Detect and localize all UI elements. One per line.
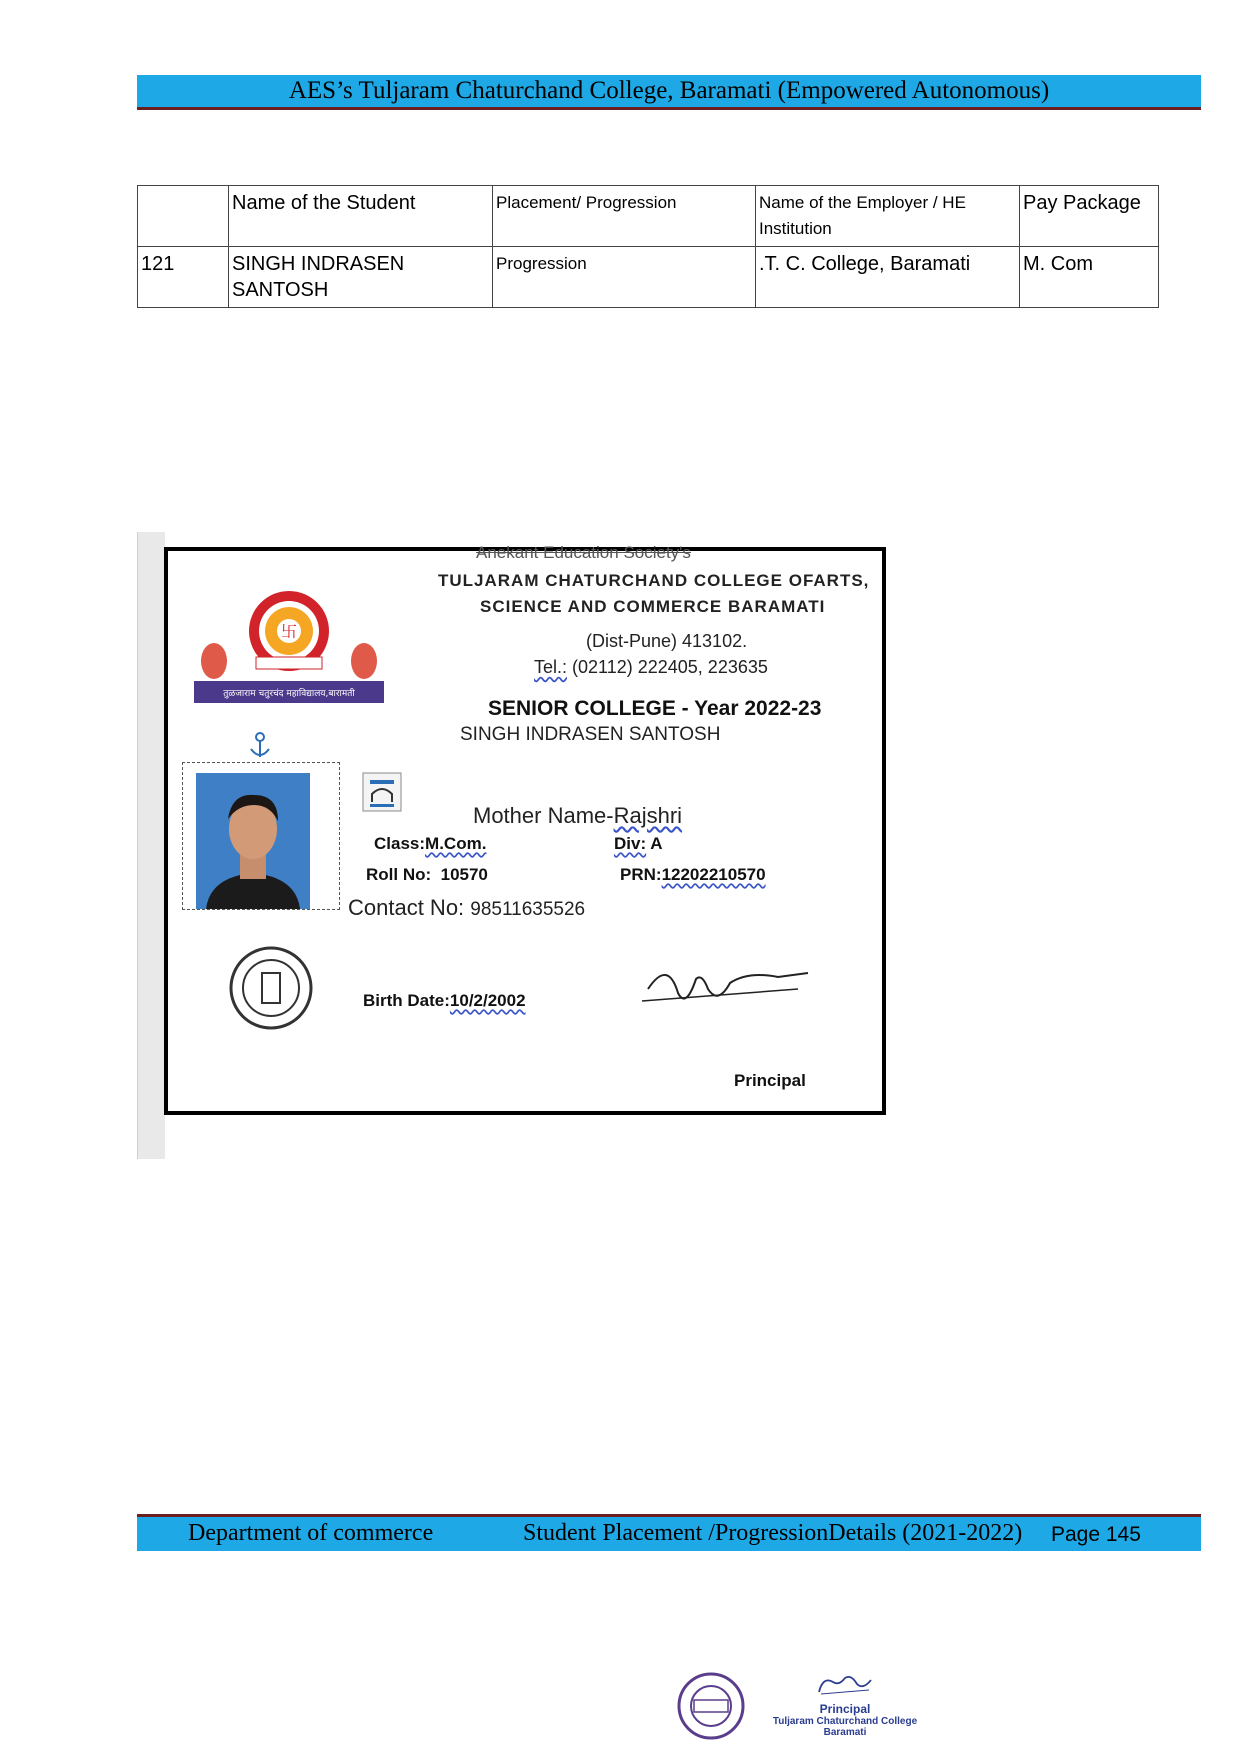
column-header-sr: [138, 186, 229, 247]
column-header-placement: Placement/ Progression: [493, 186, 756, 247]
principal-college: Tuljaram Chaturchand College: [772, 1716, 918, 1727]
cell-sr-no: 121: [138, 247, 229, 308]
cell-pay-package: M. Com: [1020, 247, 1159, 308]
college-name-line2: SCIENCE AND COMMERCE BARAMATI: [480, 597, 826, 616]
svg-text:卐: 卐: [280, 622, 298, 641]
anchor-icon: [248, 731, 272, 761]
principal-signature-scrawl: [770, 1672, 920, 1702]
card-student-name: SINGH INDRASEN SANTOSH: [460, 724, 721, 745]
society-name: Anekant Education Society's: [476, 543, 691, 562]
card-principal-label: Principal: [734, 1071, 806, 1090]
column-header-student-name: Name of the Student: [229, 186, 493, 247]
footer-page-number: Page 145: [1051, 1523, 1141, 1546]
column-header-employer: Name of the Employer / HE Institution: [756, 186, 1020, 247]
card-division: Div: A: [614, 834, 663, 853]
signature-scrawl-icon: [815, 1672, 875, 1698]
college-stamp: [226, 943, 316, 1033]
id-card-image: [137, 532, 882, 1159]
student-photo: [196, 773, 310, 909]
cell-employer: .T. C. College, Baramati: [756, 247, 1020, 308]
table-header-row: [138, 186, 1159, 247]
page-header-band: [137, 75, 1201, 110]
principal-signature-block: [770, 1672, 920, 1750]
college-name-line1: TULJARAM CHATURCHAND COLLEGE OFARTS,: [438, 571, 870, 590]
college-seal-stamp: [676, 1671, 746, 1741]
layout-options-icon[interactable]: [362, 772, 402, 812]
principal-signature: [638, 949, 818, 1019]
svg-text:तुळजाराम चतुरचंद महाविद्यालय,ब: तुळजाराम चतुरचंद महाविद्यालय,बारामती: [223, 689, 355, 699]
cell-placement: Progression: [493, 247, 756, 308]
college-logo: [194, 587, 384, 707]
card-mother-name: Mother Name-Rajshri: [473, 803, 683, 828]
placement-table: [137, 185, 1159, 308]
column-header-pay-package: Pay Package: [1020, 186, 1159, 247]
card-class: Class:M.Com.: [374, 834, 487, 853]
table-row: [138, 247, 1159, 308]
page-footer-band: [137, 1514, 1201, 1551]
card-roll-no: Roll No: 10570: [366, 865, 488, 884]
card-prn: PRN:12202210570: [620, 865, 766, 884]
cell-student-name: SINGH INDRASEN SANTOSH: [229, 247, 493, 308]
footer-title: Student Placement /ProgressionDetails (2021-2022): [523, 1520, 1023, 1546]
college-telephone: Tel.: (02112) 222405, 223635: [534, 657, 768, 677]
college-district: (Dist-Pune) 413102.: [586, 631, 748, 651]
page-margin-strip: [137, 532, 165, 1159]
card-year-title: SENIOR COLLEGE - Year 2022-23: [488, 697, 822, 720]
card-contact-no: Contact No: 98511635526: [348, 895, 586, 920]
card-birth-date: Birth Date:10/2/2002: [363, 991, 526, 1010]
id-card: [164, 543, 886, 1115]
principal-role: Principal: [819, 1702, 871, 1716]
principal-place: Baramati: [823, 1727, 867, 1738]
footer-department: Department of commerce: [188, 1520, 434, 1546]
page-header-title: AES’s Tuljaram Chaturchand College, Baramati (Empowered Autonomous): [288, 77, 1050, 104]
